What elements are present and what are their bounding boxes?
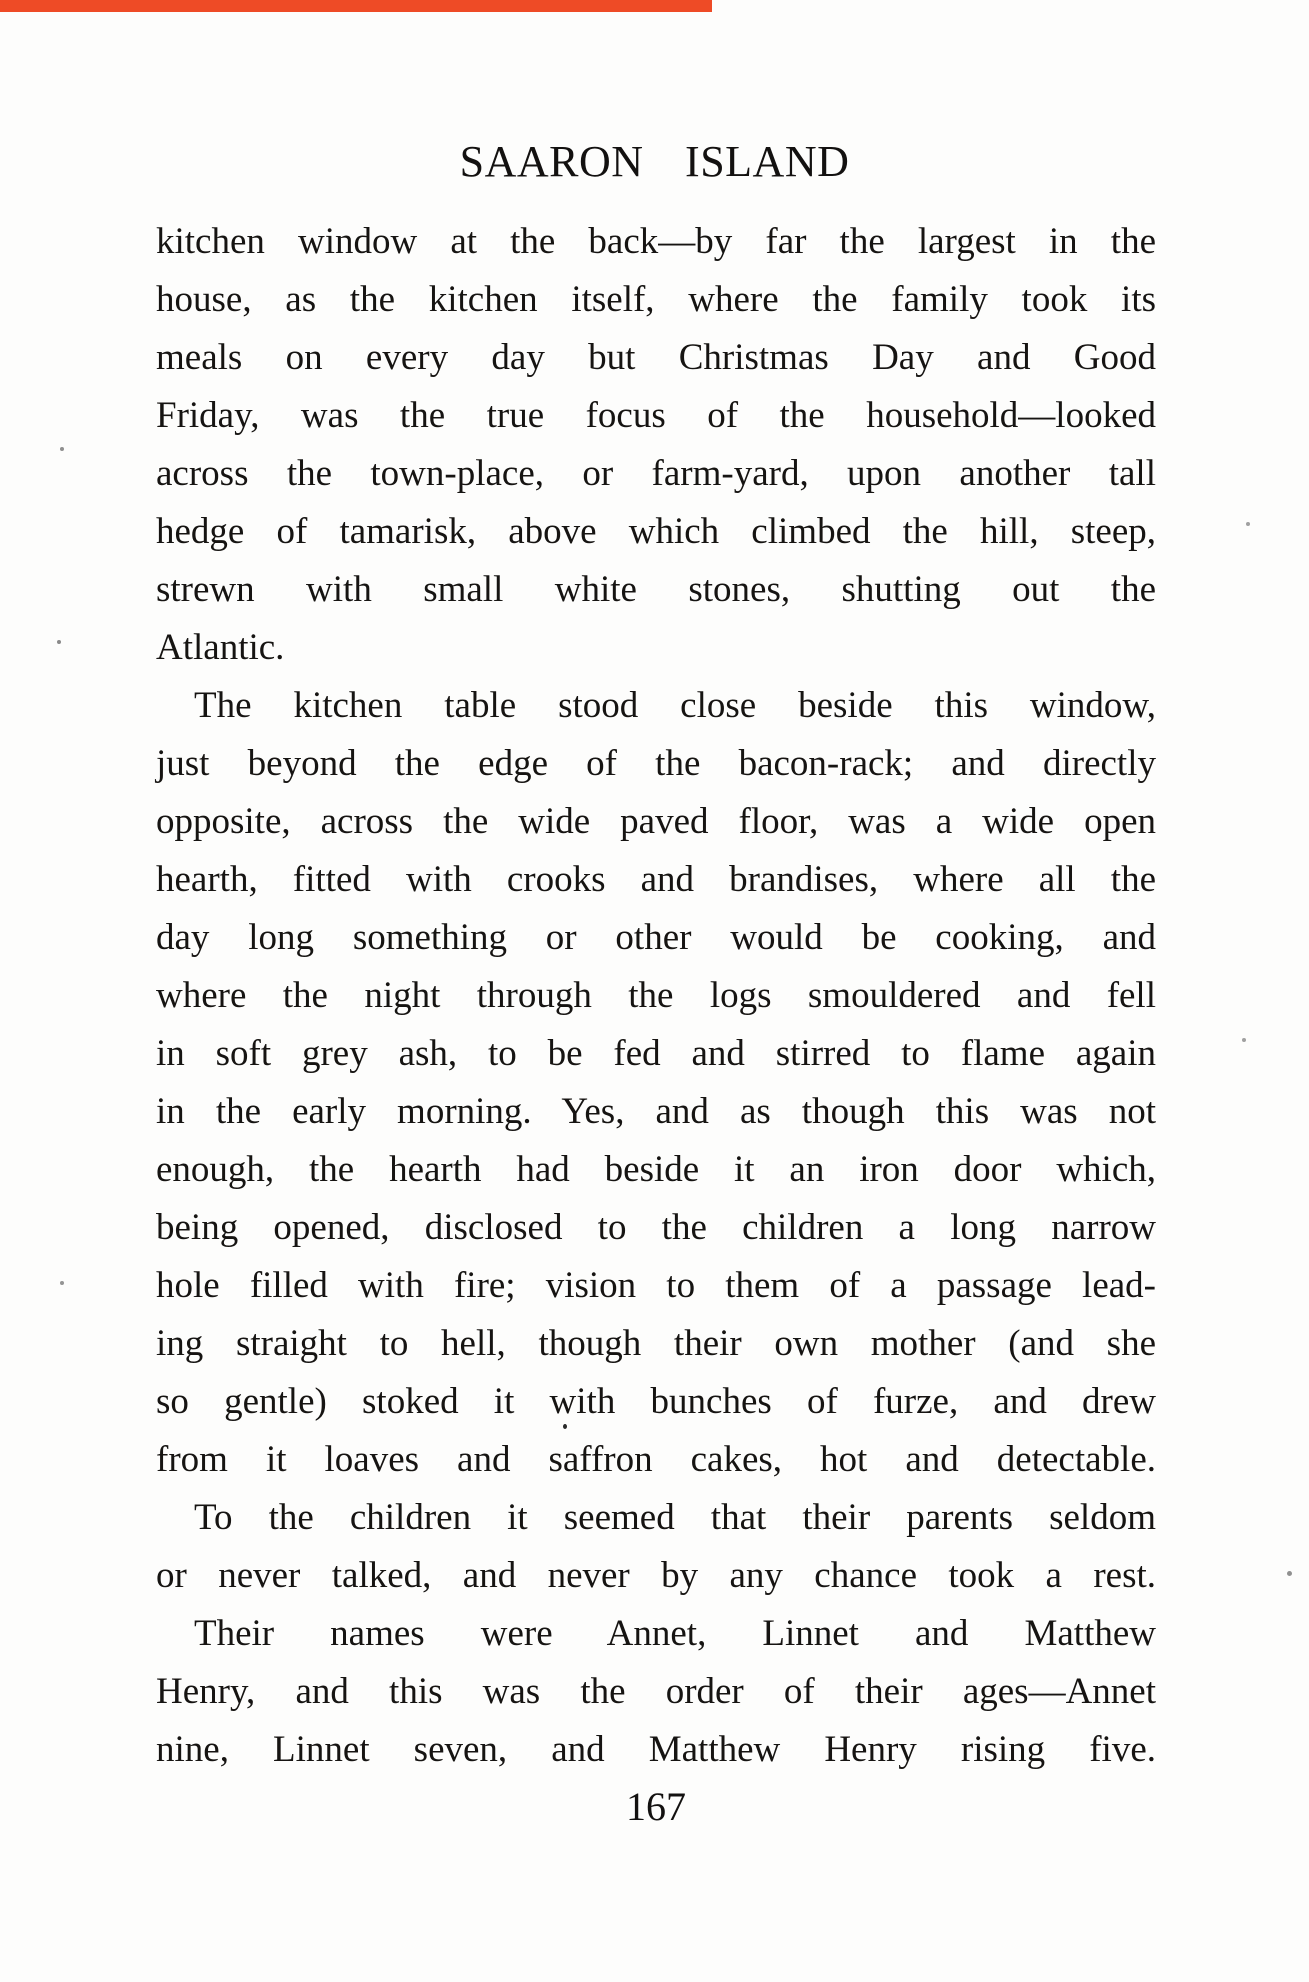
text-line: where the night through the logs smouldered and fell	[156, 975, 1156, 1016]
text-line: ing straight to hell, though their own mother (and she	[156, 1323, 1156, 1364]
text-line: kitchen window at the back—by far the largest in the	[156, 221, 1156, 262]
text-line: Friday, was the true focus of the household—looked	[156, 395, 1156, 436]
text-line: in the early morning. Yes, and as though this was not	[156, 1091, 1156, 1132]
text-line: Atlantic.	[156, 627, 285, 668]
text-line: across the town-place, or farm-yard, upon another tall	[156, 453, 1156, 494]
scan-speck	[1242, 1038, 1246, 1042]
scan-speck	[57, 640, 61, 644]
text-line: Henry, and this was the order of their ages—Annet	[156, 1671, 1156, 1712]
text-line: The kitchen table stood close beside this window,	[194, 685, 1156, 726]
scan-speck	[1287, 1571, 1292, 1576]
text-line: or never talked, and never by any chance took a rest.	[156, 1555, 1156, 1596]
scan-speck	[1246, 522, 1250, 526]
text-line: strewn with small white stones, shutting out the	[156, 569, 1156, 610]
text-line: just beyond the edge of the bacon-rack; and directly	[156, 743, 1156, 784]
text-line: in soft grey ash, to be fed and stirred to flame again	[156, 1033, 1156, 1074]
scan-speck	[563, 1424, 567, 1429]
page-number: 167	[626, 1784, 686, 1829]
running-head-title: SAARON ISLAND	[459, 137, 850, 186]
text-line: enough, the hearth had beside it an iron door which,	[156, 1149, 1156, 1190]
scan-artifact-strip	[0, 0, 712, 12]
text-line: so gentle) stoked it with bunches of furze, and drew	[156, 1381, 1156, 1422]
text-line: Their names were Annet, Linnet and Matthew	[194, 1613, 1156, 1654]
text-line: house, as the kitchen itself, where the family took its	[156, 279, 1156, 320]
text-line: hole filled with fire; vision to them of a passage lead-	[156, 1265, 1156, 1306]
body-lines	[156, 213, 1156, 1779]
scan-speck	[60, 1281, 64, 1285]
text-line: hearth, fitted with crooks and brandises, where all the	[156, 859, 1156, 900]
text-line: opposite, across the wide paved floor, was a wide open	[156, 801, 1156, 842]
text-line: meals on every day but Christmas Day and Good	[156, 337, 1156, 378]
text-line: from it loaves and saffron cakes, hot and detectable.	[156, 1439, 1156, 1480]
scan-speck	[60, 447, 64, 451]
text-line: being opened, disclosed to the children a long narrow	[156, 1207, 1156, 1248]
text-line: nine, Linnet seven, and Matthew Henry rising five.	[156, 1729, 1156, 1770]
text-line: To the children it seemed that their parents seldom	[194, 1497, 1156, 1538]
text-line: day long something or other would be cooking, and	[156, 917, 1156, 958]
text-line: hedge of tamarisk, above which climbed the hill, steep,	[156, 511, 1156, 552]
